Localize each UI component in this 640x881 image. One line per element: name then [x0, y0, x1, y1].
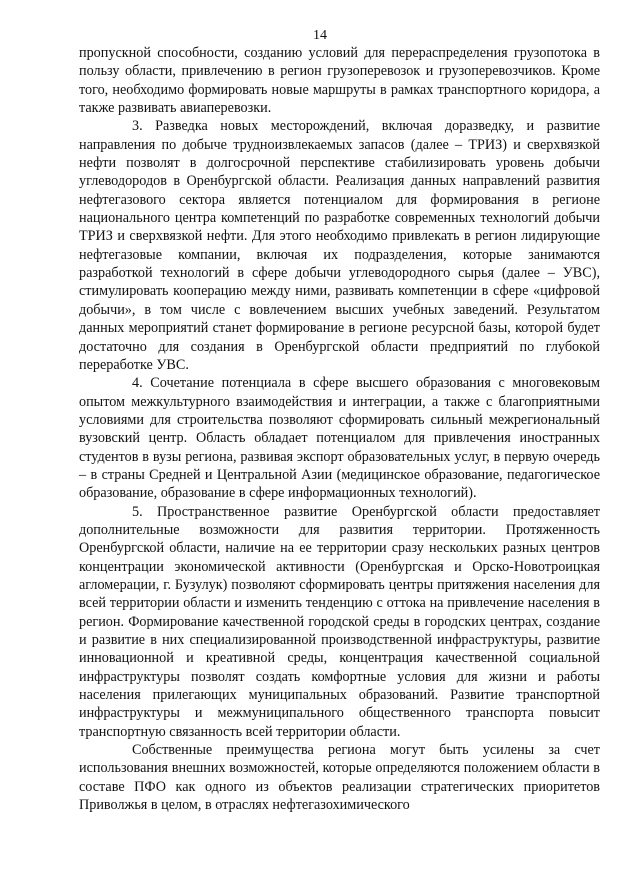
paragraph-item-5: 5. Пространственное развитие Оренбургской области предоставляет дополнительные возможности для развития территории. Протяженность Оренбургской области, наличие на ее территории сразу нескольких разных центров концентрации экономической активности (Оренбургская и Орско-Новотроицкая агломерации, г. Бузулук) позволяют сформировать центры притяжения населения для всей территории области и изменить тенденцию с оттока на привлечение населения в регион. Формирование качественной городской среды в городских центрах, создание и развитие в них специализированной производственной инфраструктуры, развитие инновационной и креативной среды, концентрация качественной социальной инфраструктуры позволят создать комфортные условия для жизни и работы населения прилегающих муниципальных образований. Развитие транспортной инфраструктуры и межмуниципального общественного транспорта повысит транспортную связанность всей территории области. — [79, 503, 600, 740]
paragraph-external-opportunities: Собственные преимущества региона могут быть усилены за счет использования внешних возможностей, которые определяются положением области в составе ПФО как одного из объектов реализации стратегических приоритетов Приволжья в целом, в отраслях нефтегазохимического — [79, 742, 600, 814]
paragraph-item-3: 3. Разведка новых месторождений, включая доразведку, и развитие направления по добыче трудноизвлекаемых запасов (далее – ТРИЗ) и сверхвязкой нефти позволят в долгосрочной перспективе стабилизировать уровень добычи углеводородов в Оренбургской области. Реализация данных направлений развития нефтегазового сектора является потенциалом для формирования в регионе национального центра компетенций по разработке современных технологий добычи ТРИЗ и сверхвязкой нефти. Для этого необходимо привлекать в регион лидирующие нефтегазовые компании, включая их подразделения, которые занимаются разработкой технологий в сфере добычи углеводородного сырья (далее – УВС), стимулировать кооперацию между ними, развивать компетенции в сфере «цифровой добычи», в том числе с вовлечением высших учебных заведений. Результатом данных мероприятий станет формирование в регионе ресурсной базы, которой будет достаточно для создания в Оренбургской области предприятий по глубокой переработке УВС. — [79, 118, 600, 373]
page-number: 14 — [313, 28, 327, 43]
paragraph-item-4: 4. Сочетание потенциала в сфере высшего образования с многовековым опытом межкультурного взаимодействия и интеграции, а также с благоприятными условиями для строительства позволяют сформировать сильный межрегиональный вузовский центр. Область обладает потенциалом для привлечения иностранных студентов в вузы региона, развивая экспорт образовательных услуг, в первую очередь – в страны Средней и Центральной Азии (медицинское образование, педагогическое образование, образование в сфере информационных технологий). — [79, 375, 600, 502]
paragraph-continuation: пропускной способности, созданию условий для перераспределения грузопотока в пользу области, привлечению в регион грузоперевозок и грузоперевозчиков. Кроме того, необходимо формировать новые маршруты в рамках транспортного коридора, а также развивать авиаперевозки. — [79, 45, 600, 117]
document-body — [79, 44, 600, 814]
